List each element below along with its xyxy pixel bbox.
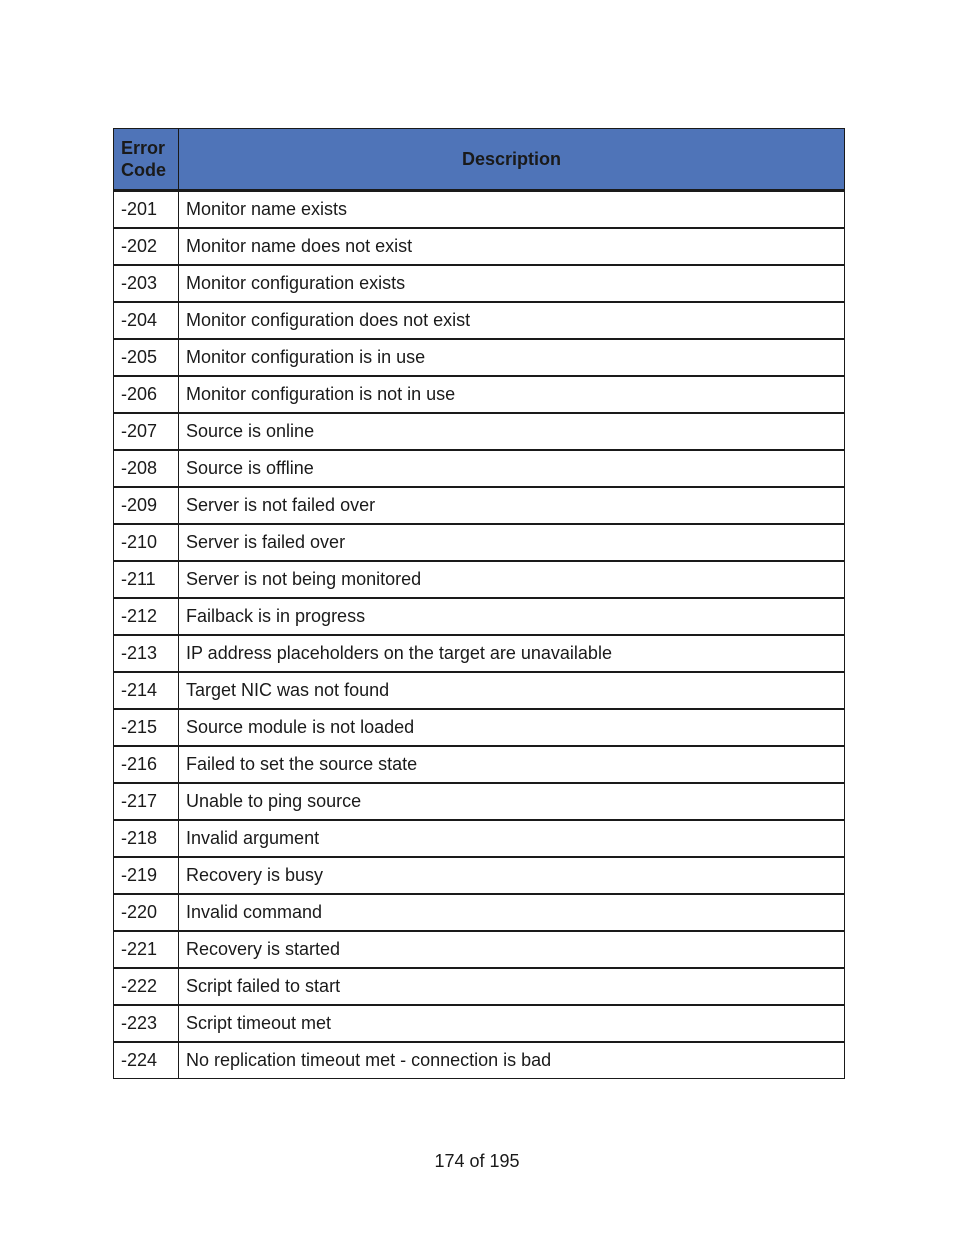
error-code-cell: -211	[114, 561, 179, 598]
error-code-cell: -213	[114, 635, 179, 672]
error-code-header-line2: Code	[121, 160, 166, 180]
error-code-cell: -220	[114, 894, 179, 931]
error-code-cell: -214	[114, 672, 179, 709]
error-code-cell: -218	[114, 820, 179, 857]
table-row	[114, 265, 845, 302]
description-cell: Target NIC was not found	[179, 672, 845, 709]
table-row	[114, 450, 845, 487]
table-row	[114, 672, 845, 709]
error-code-cell: -204	[114, 302, 179, 339]
table-row	[114, 746, 845, 783]
error-code-cell: -224	[114, 1042, 179, 1079]
table-row	[114, 561, 845, 598]
error-code-cell: -205	[114, 339, 179, 376]
page-number: 174 of 195	[434, 1151, 520, 1171]
table-header-row	[114, 129, 845, 191]
description-cell: Monitor configuration is not in use	[179, 376, 845, 413]
error-code-cell: -215	[114, 709, 179, 746]
description-cell: Invalid argument	[179, 820, 845, 857]
error-code-cell: -219	[114, 857, 179, 894]
error-code-cell: -222	[114, 968, 179, 1005]
error-code-cell: -201	[114, 191, 179, 229]
description-cell: No replication timeout met - connection is bad	[179, 1042, 845, 1079]
error-code-cell: -221	[114, 931, 179, 968]
error-code-cell: -207	[114, 413, 179, 450]
error-code-cell: -217	[114, 783, 179, 820]
table-row	[114, 635, 845, 672]
table-row	[114, 709, 845, 746]
description-cell: Source is online	[179, 413, 845, 450]
description-cell: Monitor name does not exist	[179, 228, 845, 265]
error-code-cell: -208	[114, 450, 179, 487]
error-code-cell: -202	[114, 228, 179, 265]
description-cell: Invalid command	[179, 894, 845, 931]
table-row	[114, 857, 845, 894]
description-cell: Script failed to start	[179, 968, 845, 1005]
error-code-cell: -209	[114, 487, 179, 524]
error-code-column-header	[114, 129, 179, 191]
table-row	[114, 228, 845, 265]
description-cell: Unable to ping source	[179, 783, 845, 820]
error-code-cell: -216	[114, 746, 179, 783]
table-body	[114, 191, 845, 1079]
description-cell: Recovery is started	[179, 931, 845, 968]
table-row	[114, 1042, 845, 1079]
error-code-cell: -212	[114, 598, 179, 635]
description-cell: Server is failed over	[179, 524, 845, 561]
description-cell: Monitor configuration is in use	[179, 339, 845, 376]
table-row	[114, 339, 845, 376]
table-row	[114, 413, 845, 450]
description-cell: Failed to set the source state	[179, 746, 845, 783]
table-row	[114, 524, 845, 561]
table-row	[114, 968, 845, 1005]
description-cell: Recovery is busy	[179, 857, 845, 894]
description-cell: Server is not being monitored	[179, 561, 845, 598]
table-row	[114, 820, 845, 857]
description-cell: Source module is not loaded	[179, 709, 845, 746]
description-cell: Monitor configuration exists	[179, 265, 845, 302]
error-code-cell: -210	[114, 524, 179, 561]
description-cell: Script timeout met	[179, 1005, 845, 1042]
table-row	[114, 598, 845, 635]
table-row	[114, 191, 845, 229]
description-cell: Monitor configuration does not exist	[179, 302, 845, 339]
table-row	[114, 931, 845, 968]
table-row	[114, 1005, 845, 1042]
error-code-cell: -203	[114, 265, 179, 302]
description-column-header: Description	[179, 129, 845, 191]
table-row	[114, 376, 845, 413]
description-cell: IP address placeholders on the target are unavailable	[179, 635, 845, 672]
table-row	[114, 487, 845, 524]
table-row	[114, 894, 845, 931]
table-row	[114, 783, 845, 820]
table-row	[114, 302, 845, 339]
error-code-cell: -206	[114, 376, 179, 413]
description-cell: Source is offline	[179, 450, 845, 487]
error-code-table	[113, 128, 845, 1079]
description-cell: Monitor name exists	[179, 191, 845, 229]
error-code-header-line1: Error	[121, 138, 166, 158]
description-cell: Server is not failed over	[179, 487, 845, 524]
error-code-cell: -223	[114, 1005, 179, 1042]
description-cell: Failback is in progress	[179, 598, 845, 635]
